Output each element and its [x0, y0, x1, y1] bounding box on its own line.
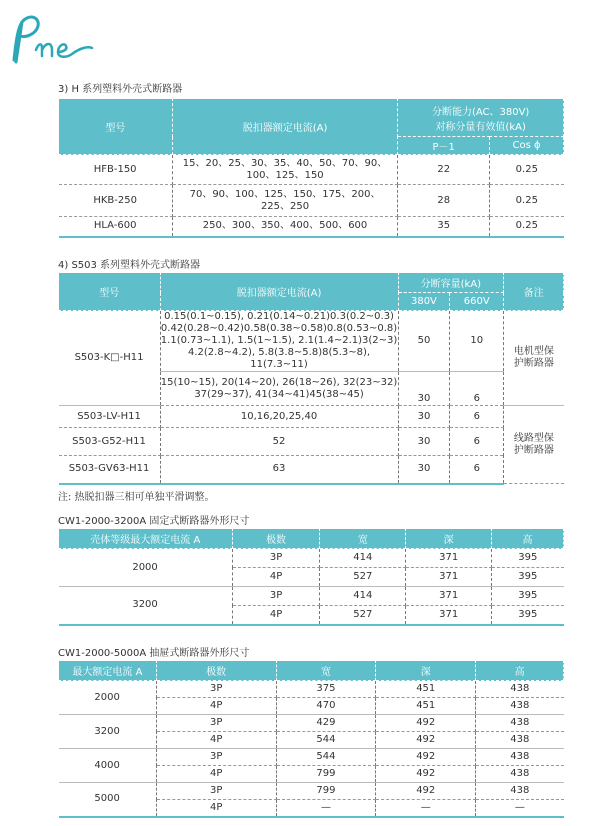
table-row: S503-LV-H11 10,16,20,25,40 30 6 线路型保护断路器 — [59, 406, 564, 428]
table-row: 15(10~15), 20(14~20), 26(18~26), 32(23~32) 37(29~37), 41(34~41)45(38~45) 30 6 — [59, 372, 564, 406]
header-p1: P－1 — [398, 137, 490, 155]
table-row: 3200 3P 429 492 438 — [59, 715, 564, 732]
header-current: 脱扣器额定电流(A) — [160, 273, 398, 311]
table-row: 3200 3P 414 371 395 — [59, 587, 564, 606]
section-title-s503: 4) S503 系列塑料外壳式断路器 — [58, 260, 201, 271]
header-current: 最大额定电流 A — [59, 661, 157, 681]
table-row: 4P 527 371 395 — [59, 606, 564, 625]
table-row: HFB-150 15、20、25、30、35、40、50、70、90、100、125、150 22 0.25 — [59, 155, 564, 185]
header-depth: 深 — [376, 661, 476, 681]
table-row: S503-G52-H11 52 30 6 — [59, 428, 564, 456]
footnote: 注: 热脱扣器三相可单独平滑调整。 — [58, 492, 215, 503]
section-title-fixed: CW1-2000-3200A 固定式断路器外形尺寸 — [58, 516, 250, 527]
table-row: S503-K□-H11 0.15(0.1~0.15), 0.21(0.14~0.21)0.3(0.2~0.3) 0.42(0.28~0.42)0.58(0.38~0.58)0.8(0.53~0.8) 1.1(0.73~1.1), 1.5(1~1.5), 2.1(1.4~2.1)3(2~3) 4.2(2.8~4.2), 5.8(3.8~5.8)8(5.3~8), 11(7.3~11) 50 10 电机型保护断路器 — [59, 311, 564, 372]
table-row: 4P 799 492 438 — [59, 766, 564, 783]
drawout-dimensions-table — [58, 660, 564, 818]
table-row: HKB-250 70、90、100、125、150、175、200、225、250 28 0.25 — [59, 185, 564, 217]
table-row: HLA-600 250、300、350、400、500、600 35 0.25 — [59, 217, 564, 237]
section-title-h-series: 3) H 系列塑料外壳式断路器 — [58, 84, 183, 95]
table-row: 2000 3P 414 371 395 — [59, 549, 564, 568]
header-width: 宽 — [276, 661, 376, 681]
brand-logo — [6, 10, 96, 70]
header-model: 型号 — [59, 99, 173, 155]
table-row: 4P 544 492 438 — [59, 732, 564, 749]
table-row: 4P — — — — [59, 800, 564, 817]
header-width: 宽 — [320, 529, 406, 549]
table-row: 2000 3P 375 451 438 — [59, 681, 564, 698]
header-note: 备注 — [504, 273, 564, 311]
table-row: 4P 470 451 438 — [59, 698, 564, 715]
header-cos: Cos ϕ — [490, 137, 564, 155]
section-title-drawout: CW1-2000-5000A 抽屉式断路器外形尺寸 — [58, 648, 250, 659]
header-current: 壳体等级最大额定电流 A — [59, 529, 233, 549]
header-current: 脱扣器额定电流(A) — [172, 99, 398, 155]
h-series-table — [58, 98, 564, 238]
table-row: 4000 3P 544 492 438 — [59, 749, 564, 766]
table-row: 5000 3P 799 492 438 — [59, 783, 564, 800]
header-model: 型号 — [59, 273, 161, 311]
header-poles: 极数 — [156, 661, 276, 681]
header-capacity: 分断容量(kA) — [398, 273, 504, 293]
header-380v: 380V — [398, 293, 450, 311]
header-660v: 660V — [450, 293, 504, 311]
header-capacity: 分断能力(AC、380V) 对称分量有效值(kA) — [398, 99, 564, 137]
header-height: 高 — [492, 529, 564, 549]
header-poles: 极数 — [232, 529, 320, 549]
s503-table — [58, 272, 564, 485]
header-height: 高 — [476, 661, 564, 681]
header-depth: 深 — [406, 529, 492, 549]
table-row: 4P 527 371 395 — [59, 568, 564, 587]
table-row: S503-GV63-H11 63 30 6 — [59, 456, 564, 484]
fixed-dimensions-table — [58, 528, 564, 626]
